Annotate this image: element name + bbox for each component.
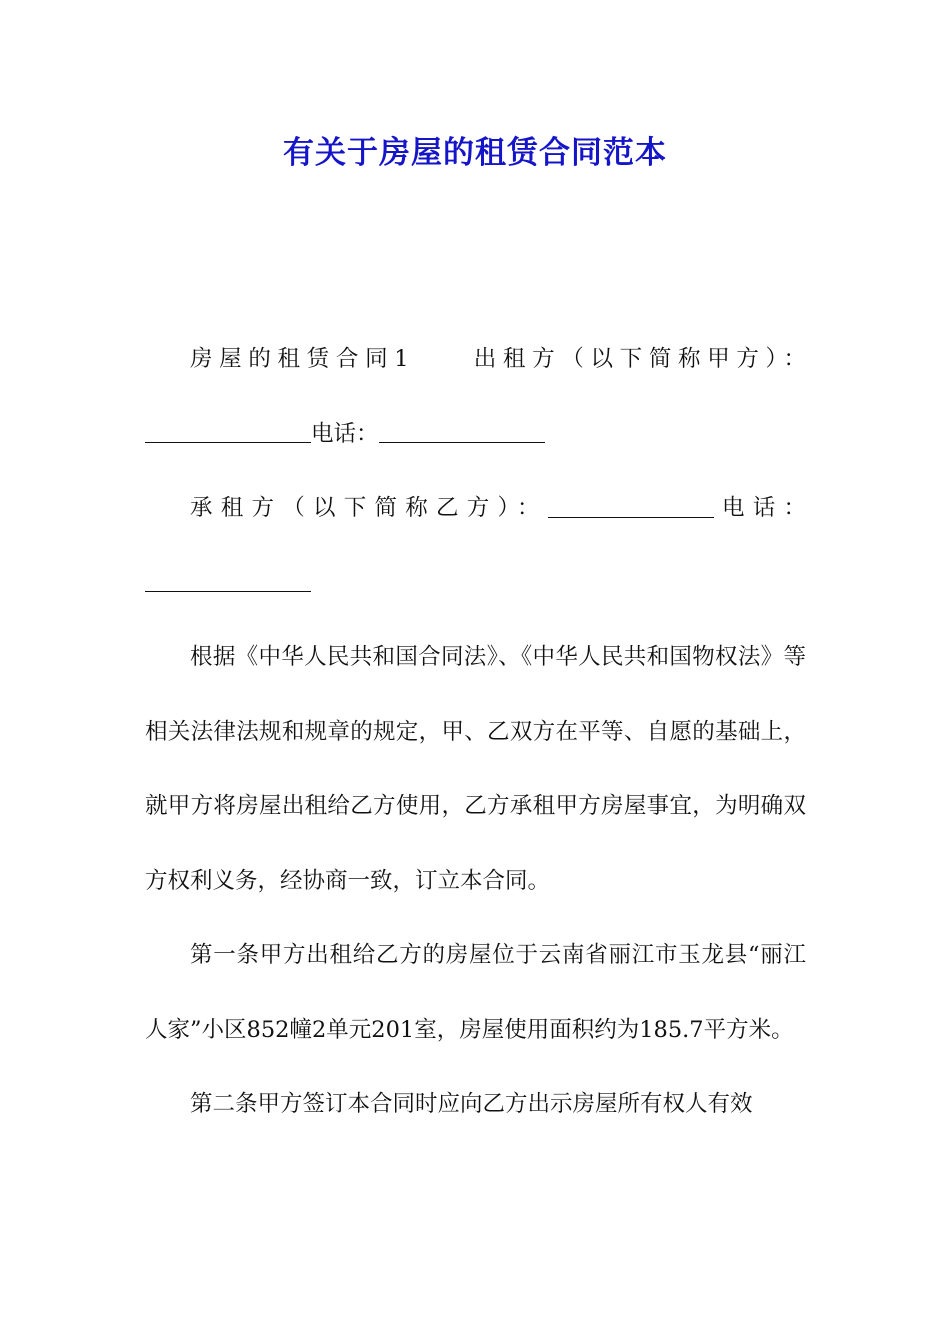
lessor-phone-label: 电话： — [311, 420, 379, 447]
lessee-label: 承租方（以下简称乙方）： — [190, 495, 548, 521]
paragraph-parties-lessor — [145, 322, 806, 471]
paragraph-article-2: 第二条甲方签订本合同时应向乙方出示房屋所有权人有效 — [190, 1091, 753, 1117]
lessor-phone-blank — [379, 419, 545, 444]
lessor-label: 出租方（以下简称甲方）： — [467, 346, 806, 372]
lessee-phone-label: 电话： — [713, 495, 806, 521]
lessee-phone-blank — [145, 568, 311, 593]
contract-lead-text: 房屋的租赁合同1 — [190, 346, 409, 372]
document-body — [145, 322, 806, 1142]
document-title: 有关于房屋的租赁合同范本 — [283, 135, 667, 171]
paragraph-article-1: 第一条甲方出租给乙方的房屋位于云南省丽江市玉龙县“丽江人家”小区852幢2单元201室，房屋使用面积约为185.7平方米。 — [145, 942, 806, 1043]
paragraph-parties-lessee — [145, 471, 806, 620]
lessor-name-blank — [145, 419, 311, 444]
lessee-name-blank — [548, 493, 714, 518]
paragraph-legal-basis: 根据《中华人民共和国合同法》、《中华人民共和国物权法》等相关法律法规和规章的规定，甲、乙双方在平等、自愿的基础上，就甲方将房屋出租给乙方使用，乙方承租甲方房屋事宜，为明确双方权利义务，经协商一致，订立本合同。 — [145, 644, 806, 894]
